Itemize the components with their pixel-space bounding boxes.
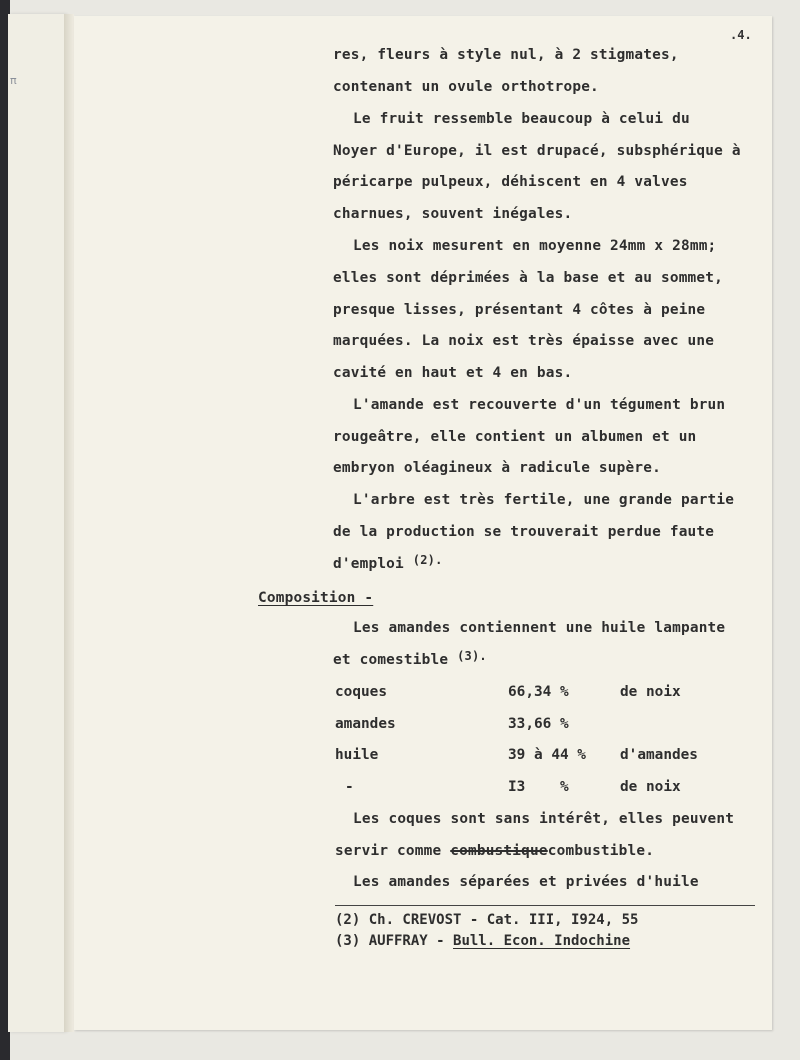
footnote-2: (2) Ch. CREVOST - Cat. III, I924, 55	[335, 912, 639, 928]
side-mark: π	[10, 74, 17, 87]
body-line: Les noix mesurent en moyenne 24mm x 28mm;	[353, 238, 717, 254]
footnote-divider	[335, 905, 755, 906]
table-value: 39 à 44 %	[508, 747, 586, 763]
body-line: Les amandes séparées et privées d'huile	[353, 874, 699, 890]
body-line: Les coques sont sans intérêt, elles peuvent	[353, 811, 735, 827]
table-label: amandes	[335, 716, 396, 732]
body-line: elles sont déprimées à la base et au sommet,	[333, 270, 724, 286]
body-line	[335, 843, 654, 859]
table-value: 66,34 %	[508, 684, 569, 700]
body-line: Noyer d'Europe, il est drupacé, subsphérique à	[333, 143, 741, 159]
footnote-3-journal: Bull. Econ. Indochine	[453, 933, 631, 949]
body-line: de la production se trouverait perdue faute	[333, 524, 715, 540]
footnote-ref-2: (2).	[412, 553, 443, 567]
body-line: marquées. La noix est très épaisse avec une	[333, 333, 715, 349]
section-heading: Composition -	[258, 590, 374, 606]
page-fold-shadow	[64, 14, 74, 1032]
body-line: res, fleurs à style nul, à 2 stigmates,	[333, 47, 679, 63]
body-line	[333, 553, 443, 572]
footnote-ref-3: (3).	[457, 649, 487, 663]
table-value: I3 %	[508, 779, 569, 795]
footnote-3	[335, 933, 630, 949]
table-unit: de noix	[620, 779, 681, 795]
body-line: péricarpe pulpeux, déhiscent en 4 valves	[333, 174, 688, 190]
composition-line: Les amandes contiennent une huile lampante	[353, 620, 726, 636]
body-line: Le fruit ressemble beaucoup à celui du	[353, 111, 690, 127]
body-line: presque lisses, présentant 4 côtes à peine	[333, 302, 706, 318]
table-value: 33,66 %	[508, 716, 569, 732]
table-label: coques	[335, 684, 387, 700]
table-unit: d'amandes	[620, 747, 698, 763]
body-line: charnues, souvent inégales.	[333, 206, 573, 222]
body-line: rougeâtre, elle contient un albumen et un	[333, 429, 697, 445]
body-line-text: combustible.	[547, 843, 655, 859]
table-unit: de noix	[620, 684, 681, 700]
body-line-text: servir comme	[335, 843, 451, 859]
body-line: contenant un ovule orthotrope.	[333, 79, 599, 95]
composition-line	[333, 649, 487, 668]
table-label: -	[345, 779, 354, 795]
body-line-text: d'emploi	[333, 556, 404, 572]
body-line: L'amande est recouverte d'un tégument brun	[353, 397, 726, 413]
composition-line-text: et comestible	[333, 652, 449, 668]
page-number: .4.	[730, 28, 752, 42]
previous-page-edge	[8, 14, 65, 1032]
table-label: huile	[335, 747, 379, 763]
body-line: L'arbre est très fertile, une grande partie	[353, 492, 735, 508]
struck-word: combustique	[450, 843, 548, 859]
body-line: embryon oléagineux à radicule supère.	[333, 460, 661, 476]
footnote-3-text: (3) AUFFRAY -	[335, 933, 454, 949]
body-line: cavité en haut et 4 en bas.	[333, 365, 573, 381]
